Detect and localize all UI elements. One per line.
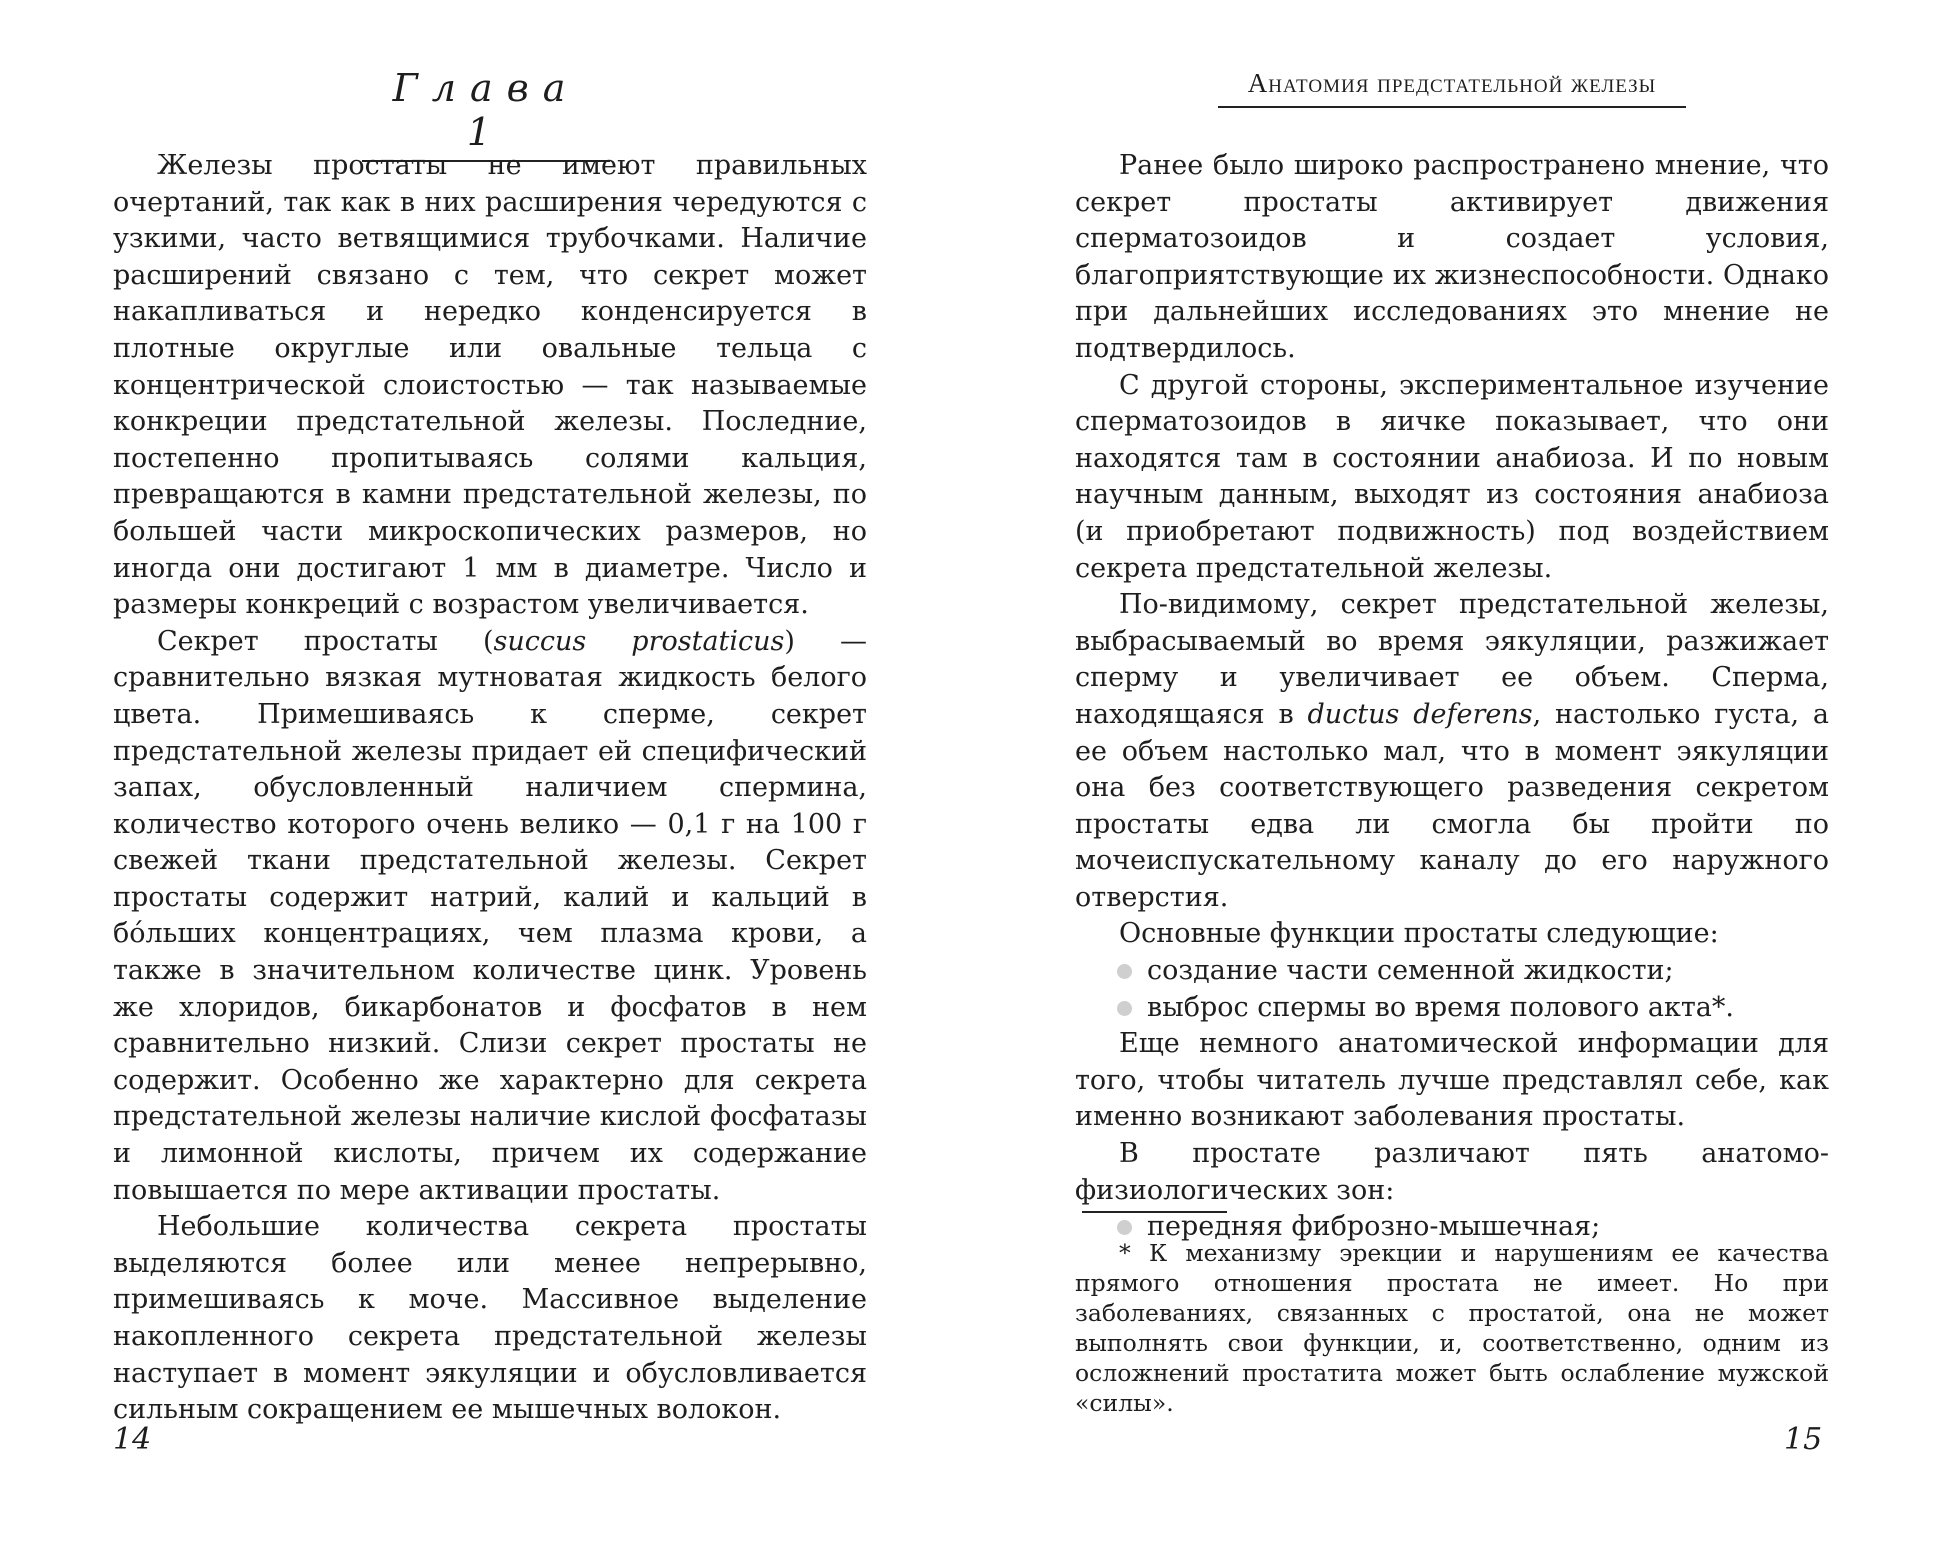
- page-number-left: 14: [113, 1422, 152, 1457]
- right-paragraph-4: Основные функции простаты следующие:: [1119, 918, 1719, 950]
- list-item: [1117, 990, 1829, 1027]
- list-item-text: выброс спермы во время полового акта*.: [1147, 991, 1734, 1023]
- list-item-text: передняя фиброзно-мышечная;: [1147, 1211, 1601, 1243]
- left-page: [0, 0, 972, 1549]
- right-paragraph-5: Еще немного анатомической информации для того, чтобы читатель лучше представлял себе, как именно возникают заболевания простаты.: [1075, 1028, 1829, 1133]
- left-body-text: [113, 148, 867, 1429]
- bullet-icon: [1117, 1001, 1132, 1016]
- bullet-icon: [1117, 964, 1132, 979]
- bullet-icon: [1117, 1220, 1132, 1235]
- footnote: * К механизму эрекции и нарушениям ее качества прямого отношения простата не имеет. Но при заболеваниях, связанных с простатой, она не может выполнять свои функции, и, соответственно, одним из осложнений простатита может быть ослабление мужской «силы».: [1075, 1239, 1829, 1417]
- right-paragraph-3: [1075, 587, 1829, 916]
- text-run: , настолько густа, а ее объем настолько мал, что в момент эякуляции она без соответствующего разведения секретом простаты едва ли смогла бы пройти по мочеиспускательному каналу до его наружного отверстия.: [1075, 698, 1829, 913]
- text-run: ) — сравнительно вязкая мутноватая жидкость белого цвета. Примешиваясь к сперме, секрет предстательной железы придает ей специфический запах, обусловленный наличием спермина, количество которого очень велико — 0,1 г на 100 г свежей ткани предстательной железы. Секрет простаты содержит натрий, калий и кальций в бóльших концентрациях, чем плазма крови, а также в значительном количестве цинк. Уровень же хлоридов, бикарбонатов и фосфатов в нем сравнительно низкий. Слизи секрет простаты не содержит. Особенно же характерно для секрета предстательной железы наличие кислой фосфатазы и лимонной кислоты, причем их содержание повышается по мере активации простаты.: [113, 625, 868, 1206]
- left-paragraph-3: Небольшие количества секрета простаты выделяются более или менее непрерывно, примешиваясь к моче. Массивное выделение накопленного секрета предстательной железы наступает в момент эякуляции и обусловливается сильным сокращением ее мышечных волокон.: [113, 1211, 867, 1426]
- right-paragraph-1: Ранее было широко распространено мнение, что секрет простаты активирует движения сперматозоидов и создает условия, благоприятствующие их жизнеспособности. Однако при дальнейших исследованиях это мнение не подтвердилось.: [1075, 150, 1829, 364]
- left-paragraph-1: Железы простаты не имеют правильных очертаний, так как в них расширения чередуются с узкими, часто ветвящимися трубочками. Наличие расширений связано с тем, что секрет может накапливаться и нередко конденсируется в плотные округлые или овальные тельца с концентрической слоистостью — так называемые конкреции предстательной железы. Последние, постепенно пропитываясь солями кальция, превращаются в камни предстательной железы, по большей части микроскопических размеров, но иногда они достигают 1 мм в диаметре. Число и размеры конкреций с возрастом увеличивается.: [113, 150, 867, 621]
- left-paragraph-2: [113, 624, 867, 1210]
- chapter-heading: Глава 1: [362, 66, 610, 162]
- page-number-right: 15: [1784, 1422, 1823, 1457]
- right-page: [972, 0, 1945, 1549]
- list-item: [1117, 953, 1829, 990]
- text-run: Секрет простаты (: [157, 625, 494, 657]
- right-running-head: [1218, 66, 1686, 108]
- latin-term: succus prostaticus: [493, 625, 785, 657]
- right-paragraph-2: С другой стороны, экспериментальное изучение сперматозоидов в яичке показывает, что они находятся там в состоянии анабиоза. И по новым научным данным, выходят из состояния анабиоза (и приобретают подвижность) под воздействием секрета предстательной железы.: [1075, 369, 1829, 584]
- section-heading: Анатомия предстательной железы: [1218, 66, 1686, 108]
- right-paragraph-6: В простате различают пять анатомо-физиологических зон:: [1075, 1138, 1829, 1206]
- functions-list: [1075, 953, 1829, 1026]
- list-item-text: создание части семенной жидкости;: [1147, 955, 1674, 987]
- right-body-text: [1075, 148, 1829, 1246]
- footnote-divider: [1082, 1211, 1227, 1213]
- text-run: По-видимому, секрет предстательной железы, выбрасываемый во время эякуляции, разжижает сперму и увеличивает ее объем. Сперма, находящаяся в: [1075, 589, 1829, 730]
- latin-term: ductus deferens: [1307, 698, 1533, 730]
